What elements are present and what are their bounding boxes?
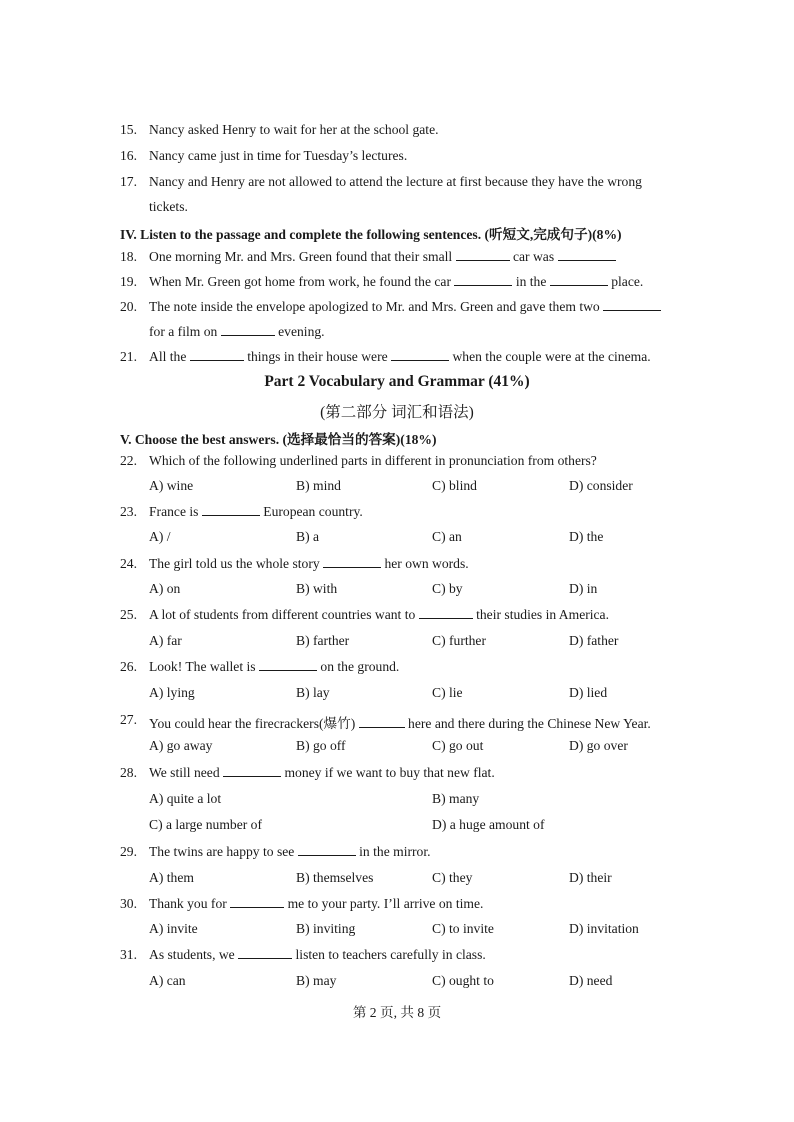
answer-blank[interactable] <box>550 274 608 286</box>
answer-blank[interactable] <box>603 299 661 311</box>
question-text: We still need money if we want to buy that new flat. <box>149 765 495 780</box>
option-a[interactable]: A) can <box>149 973 186 988</box>
option-d[interactable]: D) the <box>569 529 604 544</box>
option-b[interactable]: B) themselves <box>296 870 374 885</box>
option-d[interactable]: D) in <box>569 581 598 596</box>
question-text: Which of the following underlined parts in different in pronunciation from others? <box>149 453 597 468</box>
question-text: You could hear the firecrackers(爆竹) here and there during the Chinese New Year. <box>149 716 651 731</box>
option-c[interactable]: C) a large number of <box>149 817 262 832</box>
option-c[interactable]: C) an <box>432 529 462 544</box>
option-b[interactable]: B) inviting <box>296 921 356 936</box>
option-d[interactable]: D) go over <box>569 738 628 753</box>
section-heading: IV. Listen to the passage and complete the following sentences. (听短文,完成句子)(8%) <box>120 227 622 242</box>
question-number: 20. <box>120 299 137 314</box>
option-a[interactable]: A) far <box>149 633 182 648</box>
question-number: 22. <box>120 453 137 468</box>
question-text: When Mr. Green got home from work, he found the car in the place. <box>149 274 644 289</box>
part-heading: Part 2 Vocabulary and Grammar (41%) <box>264 373 530 390</box>
question-number: 21. <box>120 349 137 364</box>
option-c[interactable]: C) go out <box>432 738 484 753</box>
answer-blank[interactable] <box>391 349 449 361</box>
option-a[interactable]: A) lying <box>149 685 195 700</box>
option-d[interactable]: D) invitation <box>569 921 639 936</box>
question-text: France is European country. <box>149 504 363 519</box>
option-a[interactable]: A) them <box>149 870 194 885</box>
answer-blank[interactable] <box>419 607 473 619</box>
question-number: 30. <box>120 896 137 911</box>
question-text: A lot of students from different countries want to their studies in America. <box>149 607 609 622</box>
option-b[interactable]: B) farther <box>296 633 350 648</box>
option-a[interactable]: A) / <box>149 529 171 544</box>
answer-blank[interactable] <box>456 249 510 261</box>
option-a[interactable]: A) quite a lot <box>149 791 222 806</box>
option-a[interactable]: A) on <box>149 581 181 596</box>
option-a[interactable]: A) wine <box>149 478 194 493</box>
option-c[interactable]: C) they <box>432 870 473 885</box>
question-text-continued: tickets. <box>149 199 188 214</box>
answer-blank[interactable] <box>298 844 356 856</box>
answer-blank[interactable] <box>221 324 275 336</box>
question-number: 19. <box>120 274 137 289</box>
section-heading: V. Choose the best answers. (选择最恰当的答案)(18%) <box>120 432 437 447</box>
question-number: 16. <box>120 148 137 163</box>
question-text: Thank you for me to your party. I’ll arrive on time. <box>149 896 484 911</box>
option-b[interactable]: B) with <box>296 581 338 596</box>
option-d[interactable]: D) a huge amount of <box>432 817 545 832</box>
question-text: The twins are happy to see in the mirror. <box>149 844 431 859</box>
answer-blank[interactable] <box>202 504 260 516</box>
question-text-continued: for a film on evening. <box>149 324 325 339</box>
answer-blank[interactable] <box>454 274 512 286</box>
answer-blank[interactable] <box>259 659 317 671</box>
option-d[interactable]: D) consider <box>569 478 633 493</box>
option-b[interactable]: B) lay <box>296 685 330 700</box>
option-b[interactable]: B) go off <box>296 738 346 753</box>
question-text: The girl told us the whole story her own words. <box>149 556 469 571</box>
question-number: 28. <box>120 765 137 780</box>
answer-blank[interactable] <box>558 249 616 261</box>
question-number: 29. <box>120 844 137 859</box>
question-number: 24. <box>120 556 137 571</box>
option-b[interactable]: B) mind <box>296 478 341 493</box>
question-number: 25. <box>120 607 137 622</box>
question-number: 27. <box>120 712 137 727</box>
question-number: 15. <box>120 122 137 137</box>
answer-blank[interactable] <box>223 765 281 777</box>
question-number: 18. <box>120 249 137 264</box>
option-d[interactable]: D) their <box>569 870 612 885</box>
question-number: 31. <box>120 947 137 962</box>
answer-blank[interactable] <box>238 947 292 959</box>
option-d[interactable]: D) father <box>569 633 619 648</box>
option-a[interactable]: A) invite <box>149 921 198 936</box>
question-number: 26. <box>120 659 137 674</box>
option-c[interactable]: C) by <box>432 581 463 596</box>
page-number: 第 2 页, 共 8 页 <box>352 1005 442 1020</box>
option-c[interactable]: C) further <box>432 633 486 648</box>
option-b[interactable]: B) may <box>296 973 337 988</box>
question-text: Nancy asked Henry to wait for her at the school gate. <box>149 122 439 137</box>
option-c[interactable]: C) to invite <box>432 921 494 936</box>
part-subheading: (第二部分 词汇和语法) <box>320 404 474 421</box>
answer-blank[interactable] <box>323 556 381 568</box>
option-b[interactable]: B) a <box>296 529 320 544</box>
answer-blank[interactable] <box>230 896 284 908</box>
question-text: Look! The wallet is on the ground. <box>149 659 400 674</box>
question-text: The note inside the envelope apologized to Mr. and Mrs. Green and gave them two <box>149 299 661 315</box>
question-text: Nancy and Henry are not allowed to attend the lecture at first because they have the wrong <box>149 174 642 189</box>
answer-blank[interactable] <box>359 716 405 728</box>
question-number: 17. <box>120 174 137 189</box>
option-a[interactable]: A) go away <box>149 738 213 753</box>
question-text: All the things in their house were when the couple were at the cinema. <box>149 349 651 364</box>
option-c[interactable]: C) lie <box>432 685 463 700</box>
option-c[interactable]: C) ought to <box>432 973 494 988</box>
answer-blank[interactable] <box>190 349 244 361</box>
question-number: 23. <box>120 504 137 519</box>
question-text: As students, we listen to teachers carefully in class. <box>149 947 486 962</box>
option-d[interactable]: D) need <box>569 973 613 988</box>
option-c[interactable]: C) blind <box>432 478 477 493</box>
question-text: Nancy came just in time for Tuesday’s lectures. <box>149 148 408 163</box>
question-text: One morning Mr. and Mrs. Green found that their small car was <box>149 249 616 265</box>
option-b[interactable]: B) many <box>432 791 480 806</box>
option-d[interactable]: D) lied <box>569 685 608 700</box>
